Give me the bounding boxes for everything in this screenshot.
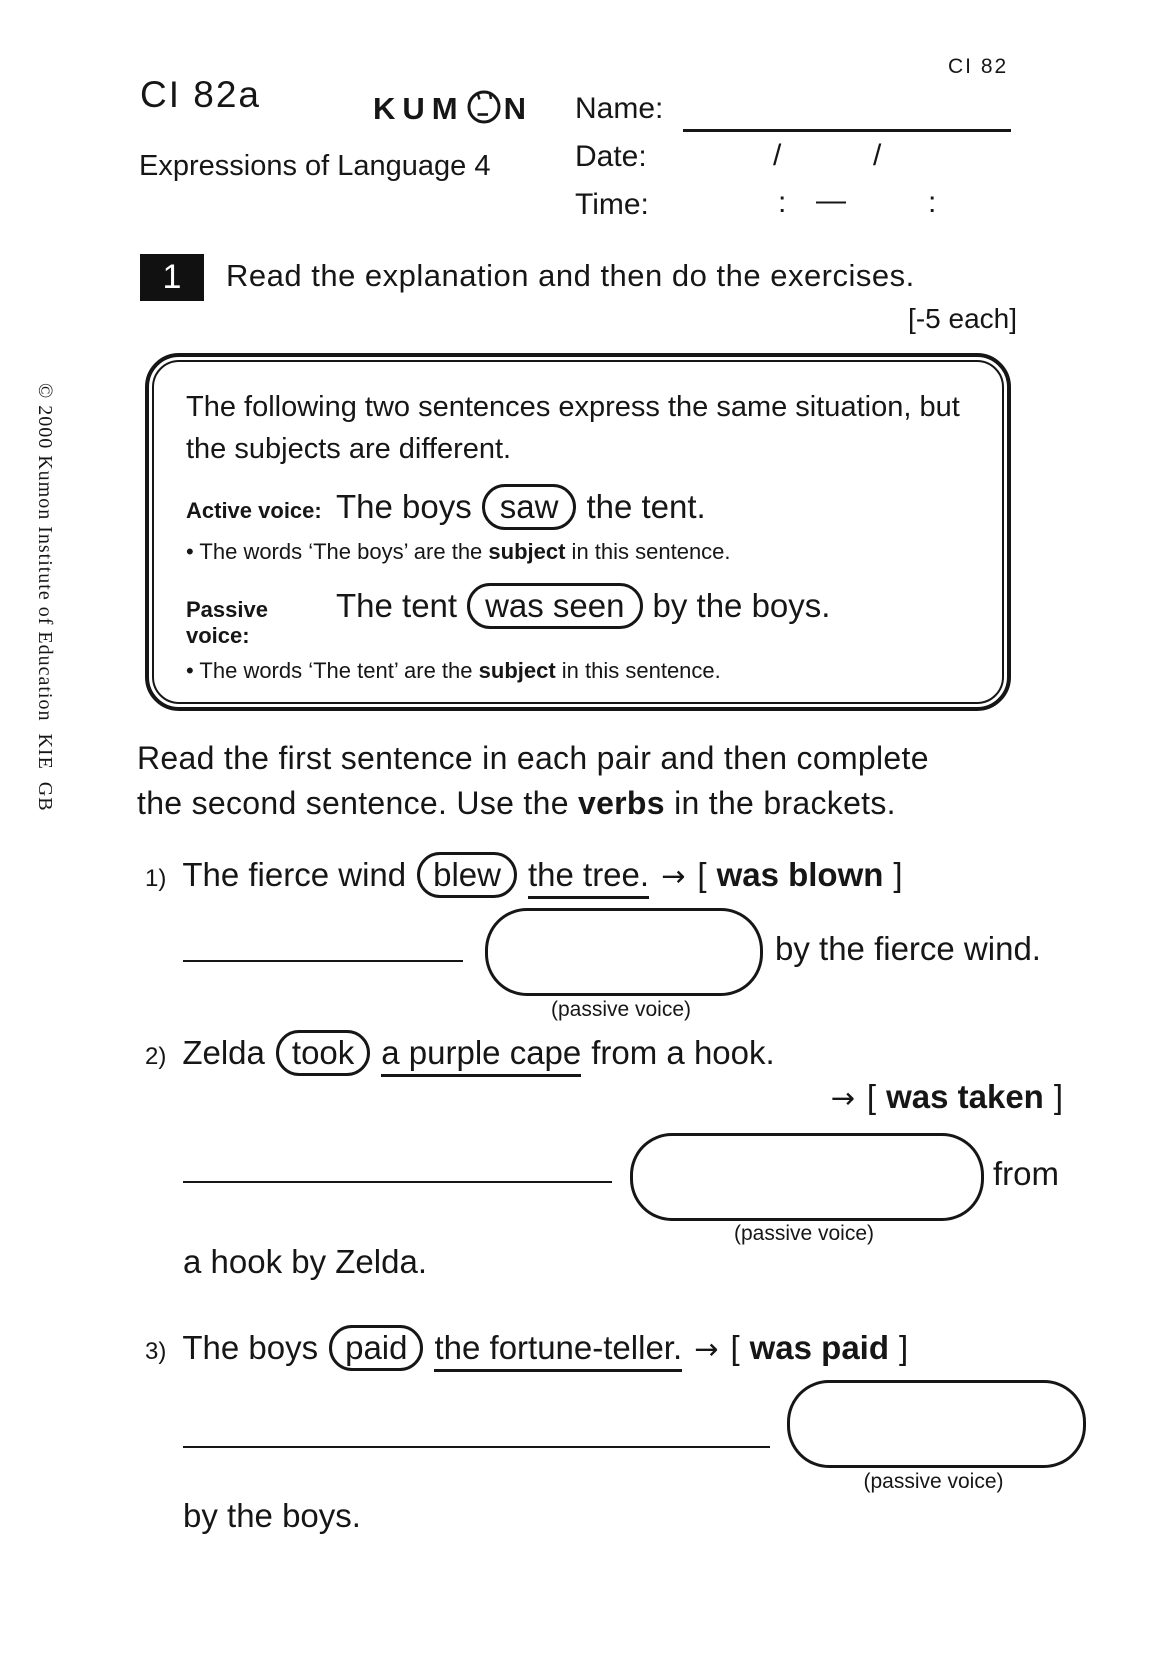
bracket-open: [ [866, 1078, 877, 1115]
active-sentence-pre: The boys [336, 488, 472, 525]
exercise3-continuation: by the boys. [183, 1497, 361, 1534]
exercise2-pill-caption: (passive voice) [733, 1222, 875, 1245]
active-verb-pill: saw [482, 484, 577, 530]
arrow-icon: → [661, 859, 686, 893]
time-label: Time: [575, 188, 649, 221]
passive-sentence-pre: The tent [336, 587, 458, 624]
active-voice-label: Active voice: [186, 498, 322, 523]
name-write-line[interactable] [683, 129, 1011, 132]
object-text: the fortune-teller [434, 1329, 673, 1366]
passive-sentence-post: by the boys. [652, 587, 831, 624]
name-label: Name: [575, 92, 664, 125]
exercise3-answer-pill[interactable] [787, 1380, 1086, 1468]
date-slash-icon: / [873, 139, 882, 172]
active-voice-row [186, 484, 976, 530]
period: . [672, 1329, 683, 1366]
passive-voice-label: Passive voice: [186, 597, 268, 648]
kumon-face-icon [465, 86, 503, 134]
exercise2-object: a purple cape [381, 1034, 581, 1077]
exercise1-verb-pill: blew [417, 852, 517, 898]
note-text: • The words ‘The boys’ are the [186, 539, 489, 564]
exercise1-pre: The fierce wind [182, 856, 407, 893]
bracket-close: ] [1053, 1078, 1063, 1115]
worksheet-title: Expressions of Language 4 [139, 150, 491, 182]
explanation-box [145, 353, 1011, 711]
exercise2-rest: from a hook. [591, 1034, 775, 1071]
exercise1-tail: by the fierce wind. [775, 930, 1041, 967]
bracket-close: ] [893, 856, 903, 893]
date-slash-icon: / [773, 139, 782, 172]
copyright-text: © 2000 Kumon Institute of Education KIE GB [34, 383, 56, 812]
passive-verb-pill: was seen [467, 583, 642, 629]
note-bold: subject [488, 539, 566, 564]
bracket-close: ] [899, 1329, 909, 1366]
note-text: • The words ‘The tent’ are the [186, 658, 479, 683]
kumon-logo [373, 84, 533, 134]
exercise1-answer-pill[interactable] [485, 908, 763, 996]
period: . [639, 856, 650, 893]
explanation-intro-line2: the subjects are different. [186, 433, 512, 465]
exercise3-verb-pill: paid [329, 1325, 423, 1371]
logo-text-right: N [503, 91, 533, 126]
exercise2-verb-pill: took [276, 1030, 370, 1076]
passive-voice-note [186, 658, 976, 684]
exercise1-answer-verb: was blown [716, 856, 884, 893]
exercise2-answer-verb: was taken [886, 1078, 1044, 1115]
time-colon-icon: : [778, 186, 787, 219]
section-number: 1 [162, 258, 182, 296]
exercise2-continuation: a hook by Zelda. [183, 1243, 427, 1280]
arrow-icon: → [694, 1332, 719, 1366]
sheet-code: CI 82a [140, 74, 262, 115]
object-text: the tree [527, 856, 640, 893]
explanation-box-inner [152, 360, 1004, 704]
arrow-icon: → [830, 1081, 855, 1115]
date-label: Date: [575, 140, 647, 173]
exercise1-number: 1) [145, 865, 167, 892]
exercise2-tail: from [993, 1155, 1059, 1192]
exercise3-sentence [145, 1325, 908, 1372]
section-number-badge [140, 254, 204, 301]
exercise3-answer-verb: was paid [749, 1329, 890, 1366]
exercise3-object [434, 1329, 682, 1372]
explanation-intro-line1: The following two sentences express the same situation, but [186, 391, 960, 423]
exercise2-number: 2) [145, 1043, 167, 1070]
task-text: the second sentence. Use the [137, 785, 578, 821]
note-text: in this sentence. [565, 539, 731, 564]
exercise3-pill-caption: (passive voice) [863, 1470, 1004, 1493]
task-bold: verbs [577, 785, 665, 821]
exercise1-pill-caption: (passive voice) [550, 998, 692, 1021]
exercise2-answer-pill[interactable] [630, 1133, 984, 1221]
note-bold: subject [478, 658, 556, 683]
exercise3-pre: The boys [182, 1329, 319, 1366]
section-points: [-5 each] [908, 303, 1017, 334]
corner-code: CI 82 [948, 55, 1009, 78]
active-sentence-post: the tent. [586, 488, 706, 525]
active-voice-note [186, 539, 976, 565]
task-instruction [137, 736, 929, 826]
exercise2-write-blank[interactable] [183, 1181, 612, 1183]
bracket-open: [ [697, 856, 707, 893]
task-line2 [137, 781, 929, 826]
time-colon-icon: : [928, 186, 937, 219]
section-instruction: Read the explanation and then do the exercises. [226, 258, 915, 293]
exercise1-sentence [145, 852, 903, 899]
logo-text-left: KUM [373, 91, 465, 126]
note-text: in this sentence. [555, 658, 721, 683]
exercise1-write-blank[interactable] [183, 960, 463, 962]
bracket-open: [ [730, 1329, 740, 1366]
exercise1-object [528, 856, 649, 899]
task-line1: Read the first sentence in each pair and then complete [137, 740, 929, 776]
exercise3-number: 3) [145, 1338, 167, 1365]
time-dash-icon: — [816, 184, 846, 217]
exercise2-sentence [145, 1030, 775, 1077]
task-text: in the brackets. [664, 785, 896, 821]
exercise3-write-blank[interactable] [183, 1446, 770, 1448]
exercise2-pre: Zelda [182, 1034, 265, 1071]
exercise2-answer-hint [819, 1078, 1063, 1116]
passive-voice-row [186, 583, 976, 649]
